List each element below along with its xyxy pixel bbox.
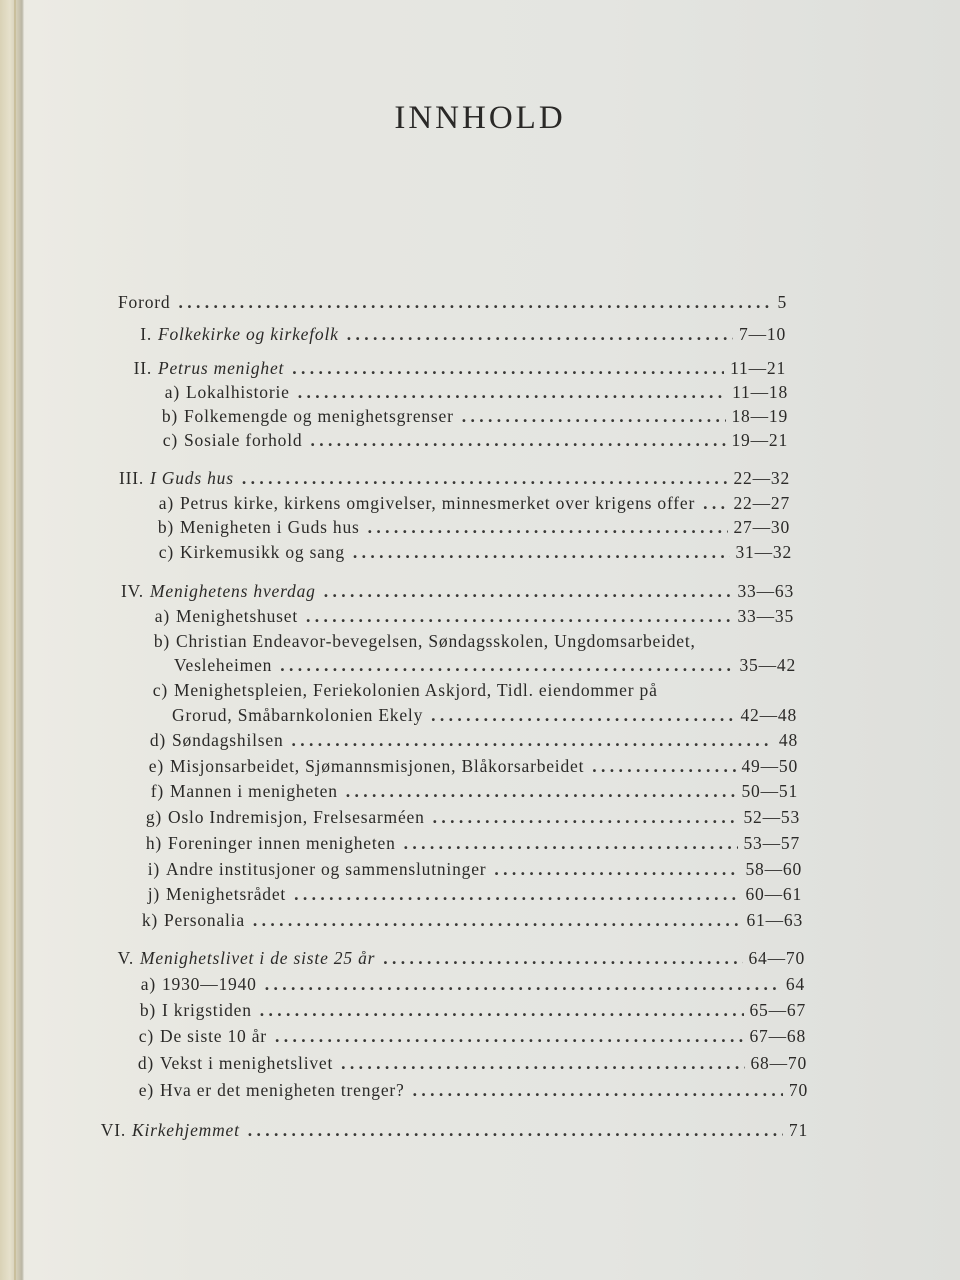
toc-entry — [116, 1026, 806, 1047]
dot-leader — [462, 406, 726, 427]
toc-entry-number: c) — [152, 680, 168, 700]
toc-entry — [126, 756, 798, 777]
toc-entry-number: c) — [158, 542, 174, 562]
toc-entry — [128, 730, 798, 751]
toc-entry-pages: 5 — [777, 292, 787, 312]
toc-entry-pages: 67—68 — [749, 1026, 806, 1046]
dot-leader — [324, 581, 732, 602]
toc-entry-pages: 52—53 — [743, 807, 800, 827]
toc-entry-number: f) — [150, 781, 164, 801]
toc-entry-pages: 35—42 — [739, 655, 796, 675]
dot-leader — [346, 781, 736, 802]
toc-entry — [118, 1000, 806, 1021]
toc-entry-title: Vekst i menighetslivet — [160, 1053, 334, 1073]
toc-entry-title: Sosiale forhold — [184, 430, 303, 450]
toc-entry — [140, 406, 788, 427]
dot-leader — [383, 948, 742, 969]
toc-entry-number: V. — [117, 948, 134, 968]
dot-leader — [310, 430, 725, 451]
dot-leader — [341, 1053, 744, 1074]
dot-leader — [592, 756, 735, 777]
toc-entry-pages: 27—30 — [733, 517, 790, 537]
toc-entry-pages: 22—32 — [733, 468, 790, 488]
toc-entry-number: II. — [133, 358, 152, 378]
toc-entry — [118, 974, 805, 995]
dot-leader — [253, 910, 741, 931]
toc-entry — [126, 781, 798, 802]
dot-leader — [280, 655, 733, 676]
toc-entry-pages: 65—67 — [749, 1000, 806, 1020]
toc-entry-number: j) — [147, 884, 160, 904]
toc-entry-pages: 18—19 — [731, 406, 788, 426]
toc-entry-number: VI. — [100, 1120, 126, 1140]
toc-entry — [124, 807, 800, 828]
toc-entry — [140, 430, 788, 451]
toc-entry — [96, 468, 790, 489]
toc-entry-number: e) — [138, 1080, 154, 1100]
toc-entry-pages: 48 — [778, 730, 798, 750]
toc-entry-title: Kirkehjemmet — [132, 1120, 240, 1140]
toc-entry-continuation — [172, 705, 797, 726]
dot-leader — [404, 833, 738, 854]
toc-entry — [136, 517, 790, 538]
toc-entry — [116, 1053, 807, 1074]
toc-entry-pages: 68—70 — [750, 1053, 807, 1073]
toc-entry-number: i) — [147, 859, 160, 879]
toc-entry-title: I krigstiden — [162, 1000, 252, 1020]
toc-entry-title: 1930—1940 — [162, 974, 257, 994]
page-title: INNHOLD — [394, 100, 566, 137]
dot-leader — [178, 292, 771, 313]
toc-entry-pages: 58—60 — [745, 859, 802, 879]
dot-leader — [248, 1120, 783, 1141]
toc-entry-number: a) — [164, 382, 180, 402]
toc-entry-pages: 7—10 — [739, 324, 786, 344]
toc-entry — [122, 859, 802, 880]
toc-entry-title: Menighetshuset — [176, 606, 299, 626]
toc-entry-number: b) — [157, 517, 174, 537]
toc-entry-title-continued: Vesleheimen — [174, 655, 273, 675]
toc-entry-number: III. — [118, 468, 144, 488]
toc-entry-number: b) — [153, 631, 170, 651]
toc-entry-title: Folkemengde og menighetsgrenser — [184, 406, 454, 426]
dot-leader — [265, 974, 780, 995]
toc-entry — [132, 631, 796, 652]
toc-entry-pages: 49—50 — [741, 756, 798, 776]
toc-entry-title: I Guds hus — [150, 468, 234, 488]
toc-entry — [136, 493, 790, 514]
dot-leader — [242, 468, 728, 489]
dot-leader — [431, 705, 734, 726]
toc-entry — [118, 292, 787, 313]
dot-leader — [368, 517, 728, 538]
toc-entry-title: Menighetslivet i de siste 25 år — [140, 948, 376, 968]
toc-entry-number: h) — [145, 833, 162, 853]
toc-entry — [122, 884, 802, 905]
toc-entry-title: Søndagshilsen — [172, 730, 284, 750]
toc-entry-number: d) — [137, 1053, 154, 1073]
toc-entry-title: Mannen i menigheten — [170, 781, 338, 801]
toc-entry-pages: 61—63 — [746, 910, 803, 930]
toc-entry — [106, 358, 786, 379]
toc-entry-title: Petrus menighet — [158, 358, 285, 378]
toc-entry-pages: 64—70 — [748, 948, 805, 968]
toc-entry — [142, 382, 788, 403]
toc-entry-title: Misjonsarbeidet, Sjømannsmisjonen, Blåkorsarbeidet — [170, 756, 585, 776]
dot-leader — [292, 730, 773, 751]
toc-entry-number: b) — [139, 1000, 156, 1020]
toc-entry-pages: 33—63 — [737, 581, 794, 601]
dot-leader — [260, 1000, 744, 1021]
toc-entry-title: Menigheten i Guds hus — [180, 517, 360, 537]
toc-entry-title: Menighetspleien, Feriekolonien Askjord, Tidl. eiendommer på — [174, 680, 658, 700]
toc-entry-pages: 33—35 — [737, 606, 794, 626]
toc-entry-pages: 11—21 — [730, 358, 786, 378]
dot-leader — [275, 1026, 744, 1047]
toc-entry — [80, 1120, 808, 1141]
toc-entry — [120, 910, 803, 931]
toc-entry-number: IV. — [121, 581, 144, 601]
toc-entry-title: Andre institusjoner og sammenslutninger — [166, 859, 487, 879]
toc-entry-pages: 71 — [788, 1120, 808, 1140]
toc-entry-pages: 11—18 — [732, 382, 788, 402]
toc-entry-number: a) — [154, 606, 170, 626]
toc-entry-pages: 50—51 — [741, 781, 798, 801]
toc-entry-number: I. — [140, 324, 152, 344]
toc-entry-title: Menighetsrådet — [166, 884, 287, 904]
toc-entry-title: Personalia — [164, 910, 245, 930]
toc-entry-pages: 31—32 — [735, 542, 792, 562]
dot-leader — [433, 807, 738, 828]
toc-entry-number: c) — [162, 430, 178, 450]
toc-entry-number: b) — [161, 406, 178, 426]
dot-leader — [353, 542, 730, 563]
toc-entry-title: Hva er det menigheten trenger? — [160, 1080, 405, 1100]
toc-entry-title: Folkekirke og kirkefolk — [158, 324, 339, 344]
toc-entry-title-continued: Grorud, Småbarnkolonien Ekely — [172, 705, 424, 725]
toc-entry — [132, 606, 794, 627]
toc-entry-title: Lokalhistorie — [186, 382, 290, 402]
toc-entry-title: Forord — [118, 292, 171, 312]
toc-entry-continuation — [174, 655, 796, 676]
dot-leader — [413, 1080, 783, 1101]
toc-entry-number: e) — [148, 756, 164, 776]
dot-leader — [494, 859, 739, 880]
toc-entry — [130, 680, 797, 701]
toc-entry-title: Foreninger innen menigheten — [168, 833, 396, 853]
toc-entry — [136, 542, 792, 563]
toc-entry — [124, 833, 800, 854]
toc-entry-number: c) — [138, 1026, 154, 1046]
toc-entry — [96, 581, 794, 602]
dot-leader — [703, 493, 727, 514]
dot-leader — [292, 358, 724, 379]
toc-entry-number: a) — [158, 493, 174, 513]
toc-entry-title: De siste 10 år — [160, 1026, 267, 1046]
toc-entry-title: Petrus kirke, kirkens omgivelser, minnesmerket over krigens offer — [180, 493, 696, 513]
toc-entry-pages: 53—57 — [743, 833, 800, 853]
toc-entry-title: Oslo Indremisjon, Frelsesarméen — [168, 807, 425, 827]
toc-entry-title: Menighetens hverdag — [150, 581, 316, 601]
toc-entry-title: Kirkemusikk og sang — [180, 542, 345, 562]
toc-entry-pages: 22—27 — [733, 493, 790, 513]
toc-entry-number: g) — [145, 807, 162, 827]
toc-entry-pages: 64 — [785, 974, 805, 994]
dot-leader — [298, 382, 726, 403]
toc-entry-pages: 42—48 — [740, 705, 797, 725]
toc-entry-number: k) — [141, 910, 158, 930]
toc-entry — [116, 1080, 808, 1101]
toc-entry-pages: 70 — [788, 1080, 808, 1100]
toc-entry-pages: 19—21 — [731, 430, 788, 450]
toc-entry-number: a) — [140, 974, 156, 994]
dot-leader — [294, 884, 739, 905]
toc-entry-title: Christian Endeavor-bevegelsen, Søndagsskolen, Ungdomsarbeidet, — [176, 631, 696, 651]
toc-entry-number: d) — [149, 730, 166, 750]
toc-entry-pages: 60—61 — [745, 884, 802, 904]
toc-entry — [112, 324, 786, 345]
dot-leader — [306, 606, 731, 627]
dot-leader — [347, 324, 733, 345]
toc-entry — [92, 948, 805, 969]
